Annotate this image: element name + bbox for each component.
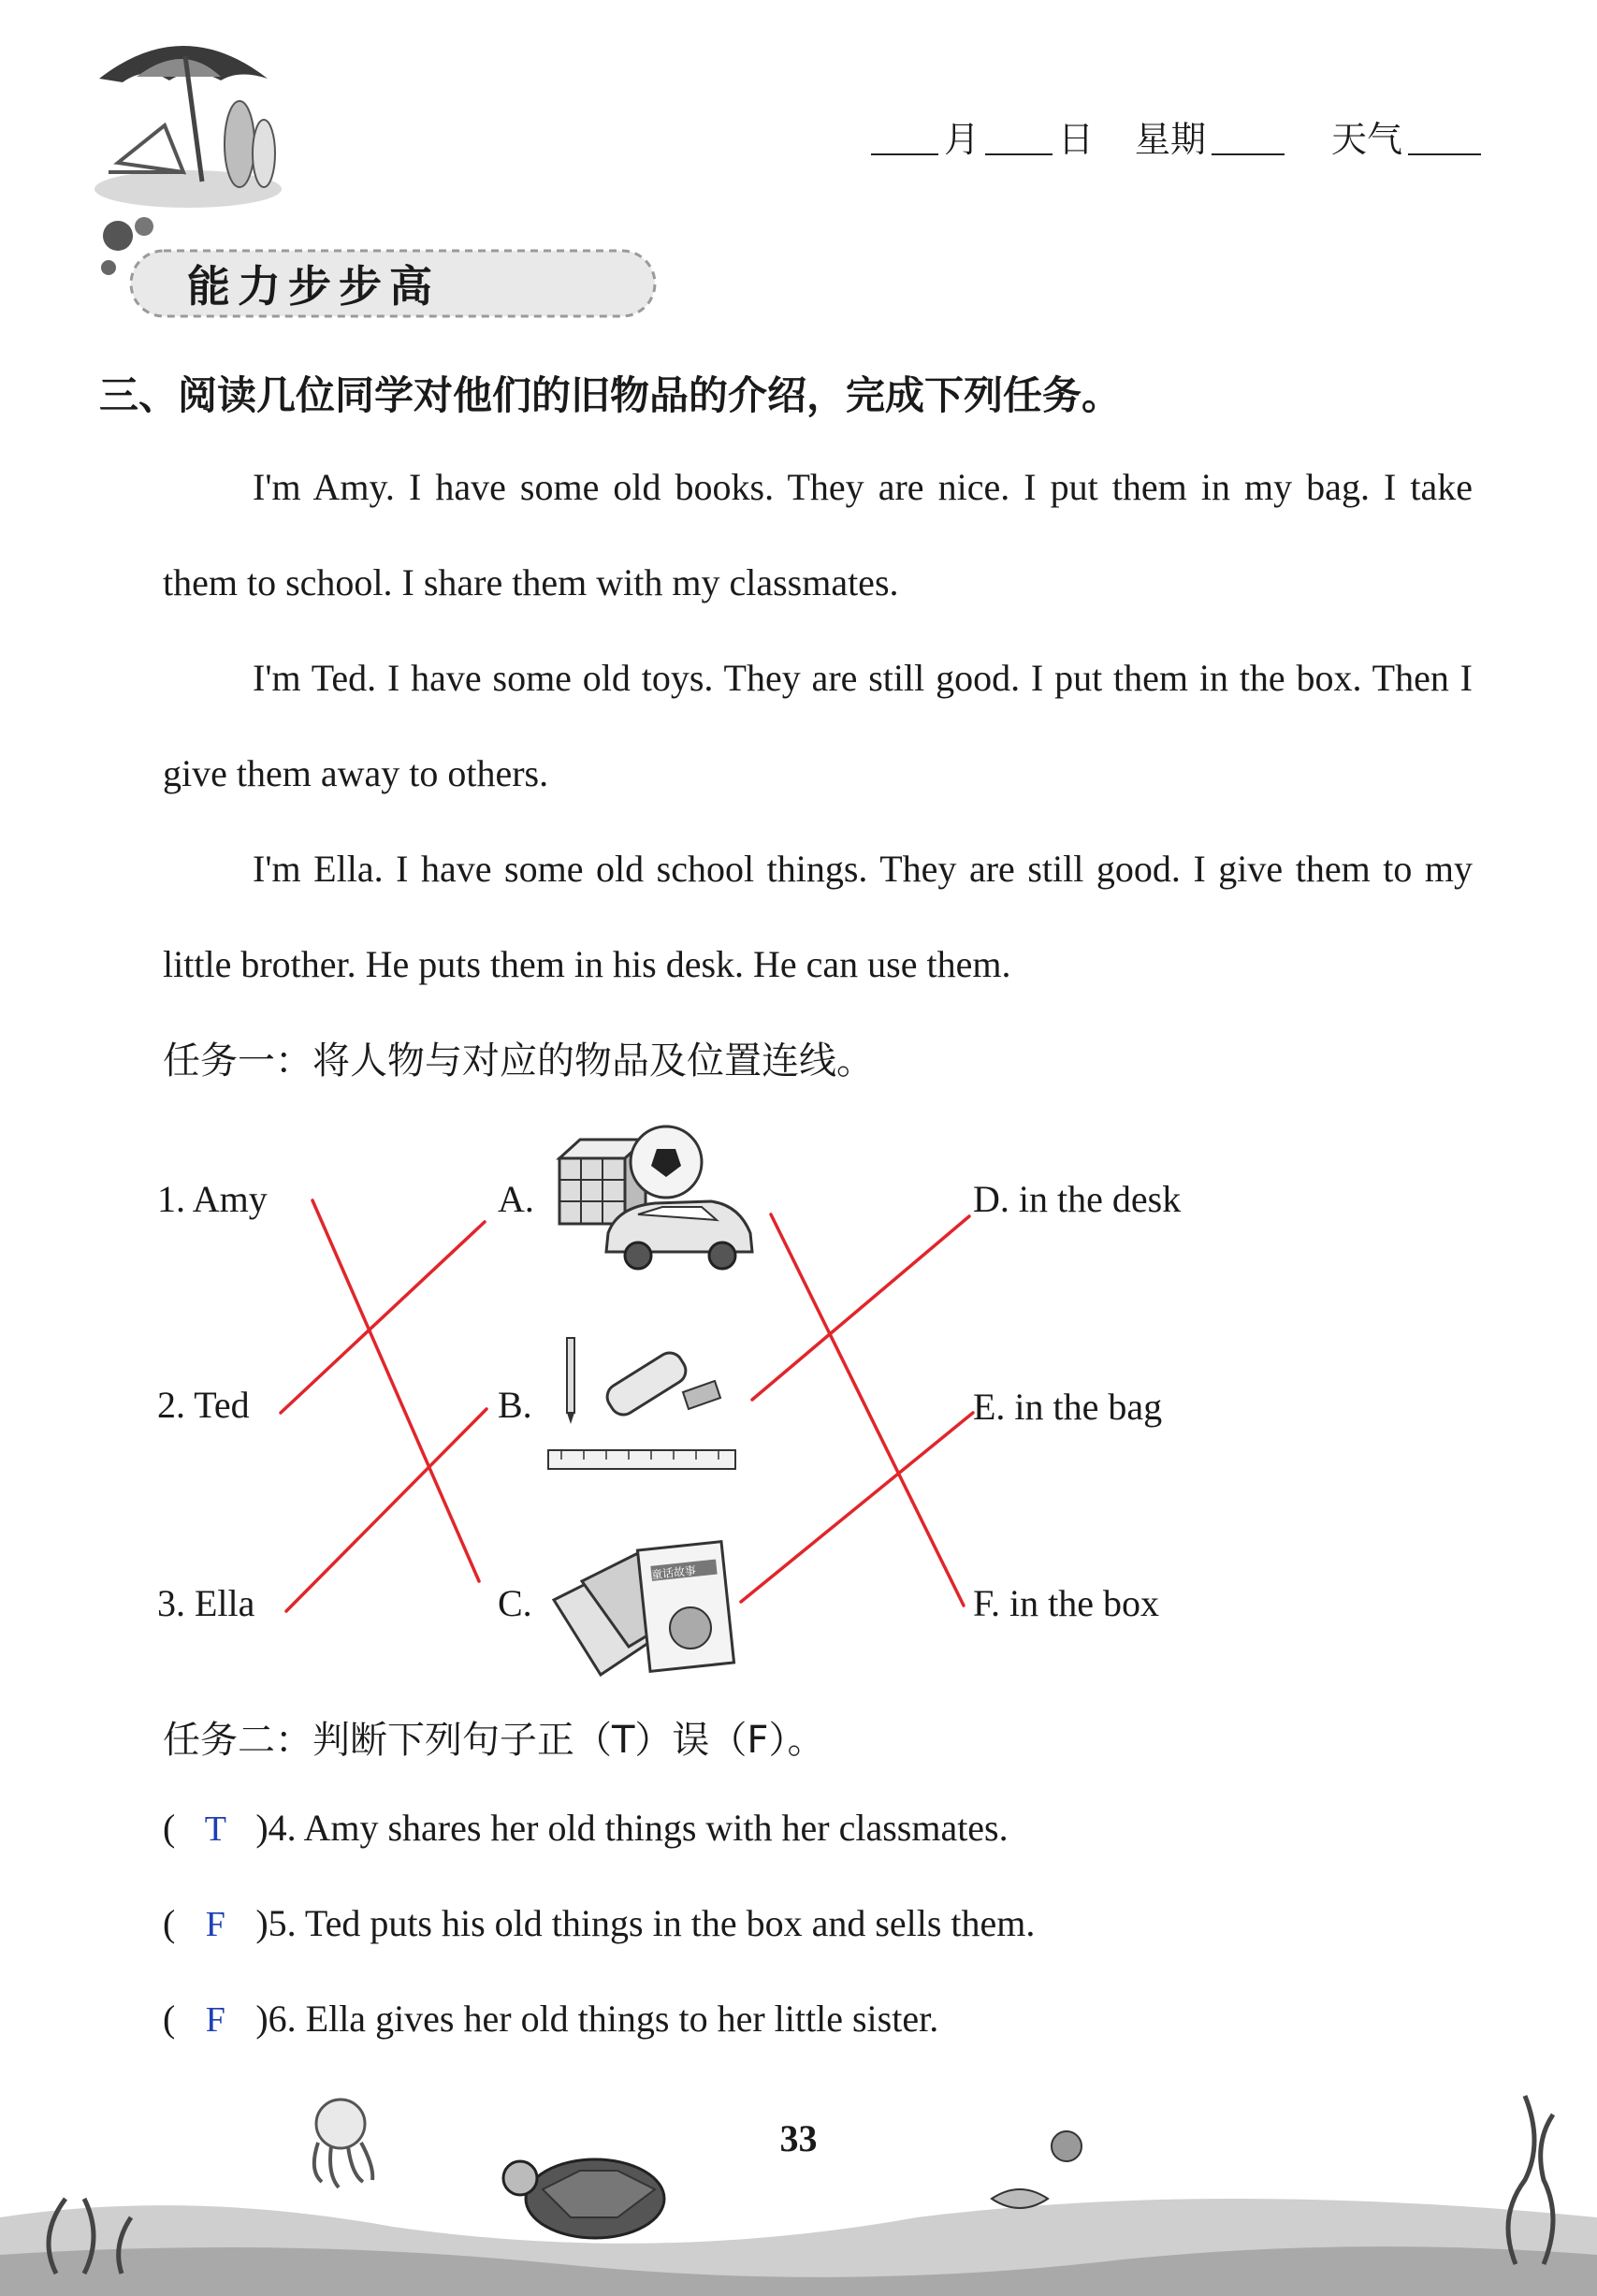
tf-answer-5[interactable]: F: [205, 1905, 225, 1944]
line-ella-to-b: [286, 1409, 486, 1611]
weekday-label: 星期: [1135, 119, 1207, 160]
weather-label: 天气: [1331, 119, 1403, 160]
toys-picture-icon: [552, 1121, 767, 1280]
school-things-picture-icon: [543, 1327, 748, 1476]
person-ted: 2. Ted: [157, 1384, 250, 1426]
tf-row-6: ( F )6. Ella gives her old things to her little sister.: [163, 1998, 939, 2040]
umbrella-beach-icon: [80, 22, 296, 210]
place-desk: D. in the desk: [973, 1178, 1182, 1220]
weekday-blank[interactable]: [1212, 125, 1285, 155]
page-number: 33: [779, 2117, 818, 2159]
day-blank[interactable]: [985, 125, 1053, 155]
item-a-label: A.: [498, 1178, 534, 1220]
person-ella: 3. Ella: [157, 1582, 255, 1624]
line-c-to-bag: [741, 1413, 973, 1602]
paragraph-amy: I'm Amy. I have some old books. They are nice. I put them in my bag. I take them to school. I share them with my classmates.: [163, 466, 1473, 603]
task1-title: 任务一：将人物与对应的物品及位置连线。: [163, 1039, 874, 1083]
sea-floor-decoration: [0, 2077, 1597, 2296]
paragraph-ella: I'm Ella. I have some old school things. They are still good. I give them to my little brother. He puts them in his desk. He can use them.: [163, 848, 1473, 985]
item-b-label: B.: [498, 1384, 532, 1426]
fish-icon: [992, 2189, 1048, 2208]
tf-answer-4[interactable]: T: [204, 1809, 226, 1849]
tf-row-5: ( F )5. Ted puts his old things in the box and sells them.: [163, 1902, 1036, 1944]
question-title: 三、阅读几位同学对他们的旧物品的介绍，完成下列任务。: [99, 372, 1122, 418]
line-ted-to-a: [281, 1222, 485, 1413]
person-amy: 1. Amy: [157, 1178, 268, 1220]
tf-text-4: )4. Amy shares her old things with her classmates.: [255, 1807, 1009, 1849]
weather-blank[interactable]: [1408, 125, 1481, 155]
month-label: 月: [944, 119, 980, 160]
item-c-label: C.: [498, 1582, 532, 1624]
turtle-icon: [503, 2159, 664, 2238]
month-blank[interactable]: [871, 125, 938, 155]
task2-title: 任务二：判断下列句子正（T）误（F）。: [163, 1719, 825, 1762]
place-box: F. in the box: [973, 1582, 1160, 1624]
books-picture-icon: [544, 1534, 741, 1684]
day-label: 日: [1058, 119, 1095, 160]
section-banner-title: 能力步步高: [187, 261, 440, 312]
tf-answer-6[interactable]: F: [205, 2000, 225, 2040]
paragraph-ted: I'm Ted. I have some old toys. They are still good. I put them in the box. Then I give them away to others.: [163, 657, 1473, 794]
line-b-to-desk: [752, 1216, 969, 1400]
tf-row-4: ( T )4. Amy shares her old things with her classmates.: [163, 1807, 1009, 1849]
line-a-to-box: [771, 1214, 964, 1606]
tf-text-6: )6. Ella gives her old things to her little sister.: [255, 1998, 939, 2040]
tf-text-5: )5. Ted puts his old things in the box and sells them.: [255, 1902, 1036, 1944]
date-weather-line: [865, 110, 1487, 162]
place-bag: E. in the bag: [973, 1386, 1163, 1428]
line-amy-to-c: [312, 1200, 479, 1581]
book-cover-text: 童话故事: [650, 1563, 697, 1582]
